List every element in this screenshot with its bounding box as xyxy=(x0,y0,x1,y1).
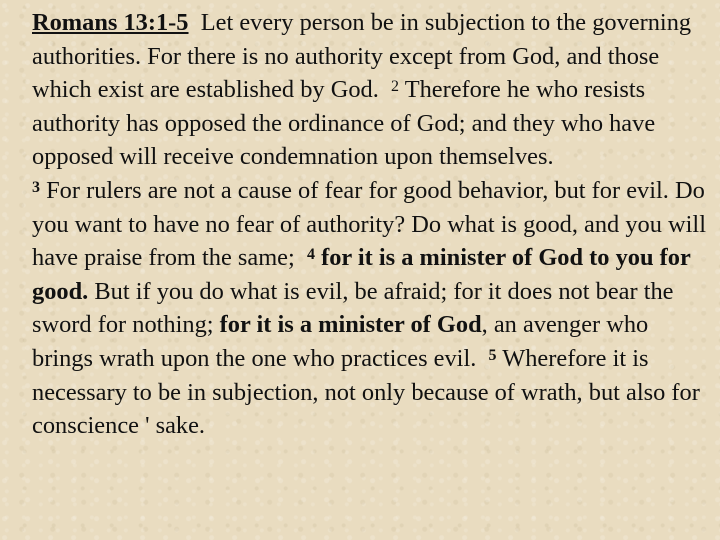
verse-4-number: 4 xyxy=(306,246,315,264)
verse-4-text-a: But if you do what is evil, be afraid; for it does not bear the sword for nothing; xyxy=(32,277,674,339)
verse-4-emphasis-2: for it is a minister of God xyxy=(219,311,482,339)
verse-2-number: 2 xyxy=(391,78,400,96)
verse-4-text-b: , an avenger who brings wrath upon the one who practices evil. xyxy=(32,311,649,372)
verse-5-number: 5 xyxy=(488,346,497,364)
verse-2-text: Therefore he who resists authority has opposed the ordinance of God; and they who have opposed will receive condemnation upon themselves. xyxy=(32,76,656,171)
scripture-reference: Romans 13:1-5 xyxy=(32,9,189,36)
verse-5-text: Wherefore it is necessary to be in subjection, not only because of wrath, but also for conscience ' sake. xyxy=(32,344,700,440)
verse-1-text: Let every person be in subjection to the governing authorities. For there is no authority except from God, and those which exist are established by God. xyxy=(32,9,692,104)
verse-3-text: For rulers are not a cause of fear for good behavior, but for evil. Do you want to have no fear of authority? Do what is good, and you will have praise from the same; xyxy=(32,176,706,272)
verse-3-number: 3 xyxy=(32,178,40,196)
scripture-passage xyxy=(32,6,712,443)
verse-4-emphasis-1: for it is a minister of God to you for good. xyxy=(32,244,691,305)
